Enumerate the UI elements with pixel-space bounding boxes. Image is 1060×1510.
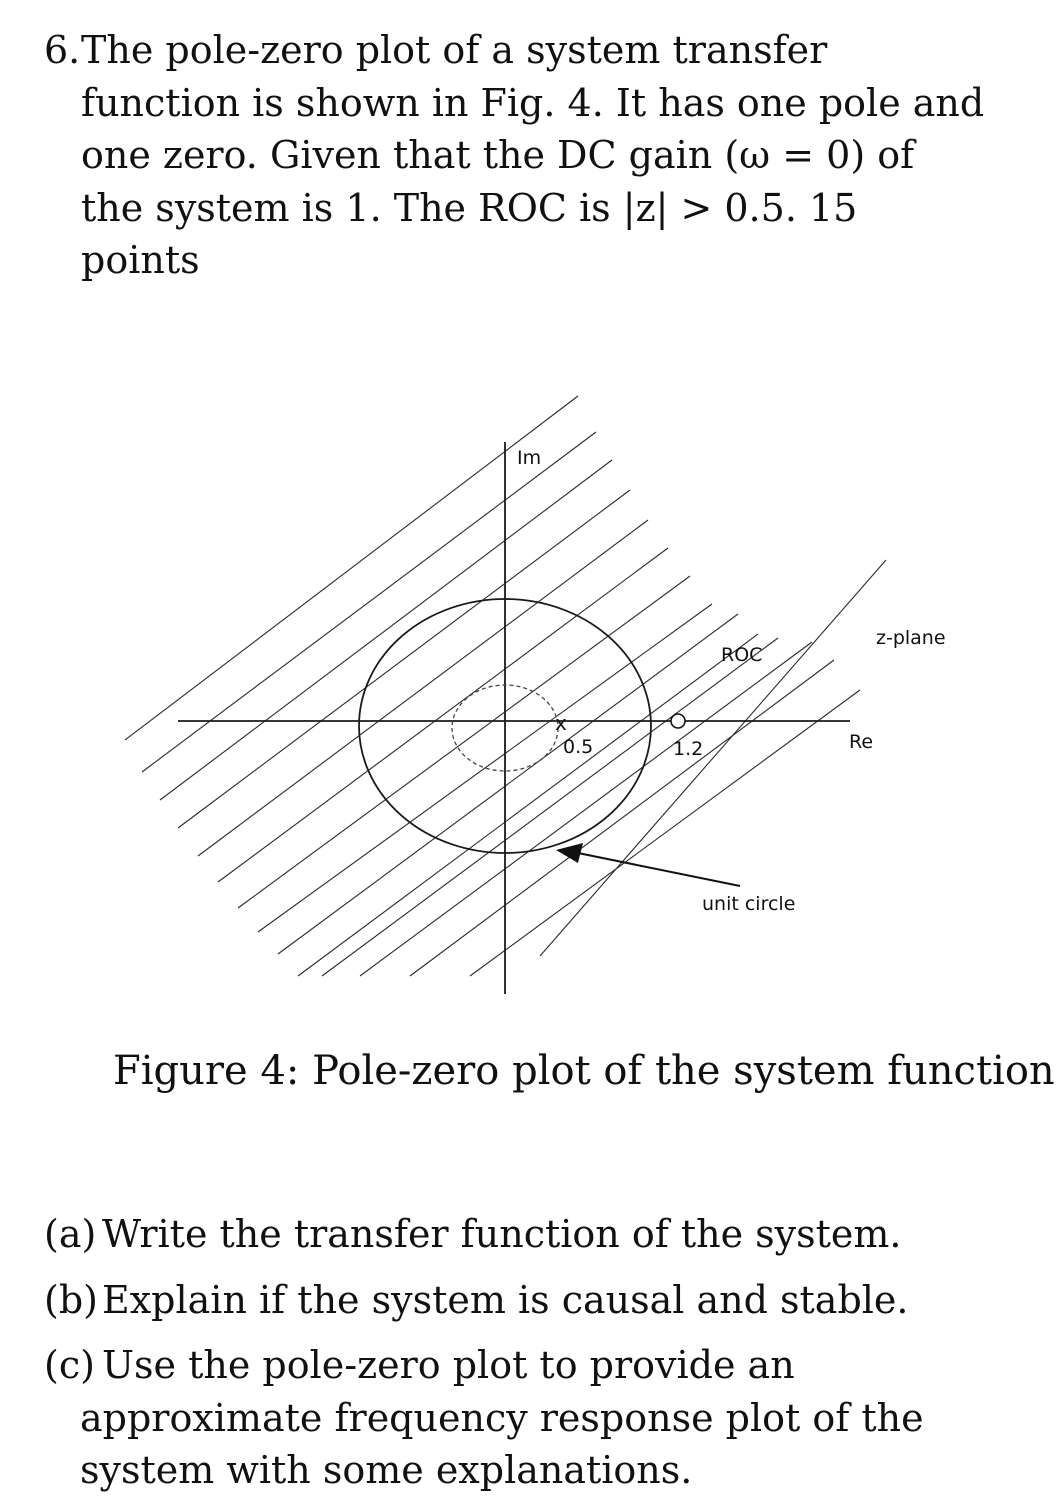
plane-label: z-plane (876, 627, 946, 649)
question-line: function is shown in Fig. 4. It has one pole and (81, 80, 985, 125)
part-text-continued: system with some explanations. (80, 1448, 693, 1492)
pole-value-label: 0.5 (563, 736, 594, 758)
part-b (44, 1274, 924, 1327)
part-text: Explain if the system is causal and stable. (102, 1277, 909, 1322)
part-a (44, 1208, 924, 1261)
zero-marker (671, 714, 685, 728)
question-line: one zero. Given that the DC gain (ω = 0) of (81, 133, 915, 177)
figure-caption: Figure 4: Pole-zero plot of the system function (113, 1048, 1055, 1094)
question-block (44, 24, 1024, 287)
part-c (44, 1339, 924, 1497)
part-text-continued: approximate frequency response plot of the (80, 1395, 924, 1440)
part-label: (b) (44, 1277, 98, 1322)
pole-zero-figure (0, 380, 1060, 1020)
question-line: points (81, 238, 200, 282)
imaginary-axis-label: Im (517, 447, 542, 469)
pole-marker: x (555, 711, 567, 735)
part-text: Write the transfer function of the system. (102, 1212, 902, 1256)
roc-label: ROC (721, 644, 763, 666)
question-text (81, 24, 1024, 287)
real-axis-label: Re (849, 731, 874, 753)
question-number: 6. (44, 28, 81, 72)
part-text: Use the pole-zero plot to provide an (102, 1343, 795, 1387)
part-label: (a) (44, 1212, 97, 1256)
question-line: The pole-zero plot of a system transfer (81, 28, 828, 72)
zero-value-label: 1.2 (673, 738, 704, 760)
unit-circle-arrow (556, 843, 740, 886)
question-line: the system is 1. The ROC is |z| > 0.5. 15 (81, 185, 858, 230)
part-label: (c) (44, 1343, 95, 1387)
question-parts (44, 1208, 924, 1510)
unit-circle-label: unit circle (702, 893, 796, 915)
